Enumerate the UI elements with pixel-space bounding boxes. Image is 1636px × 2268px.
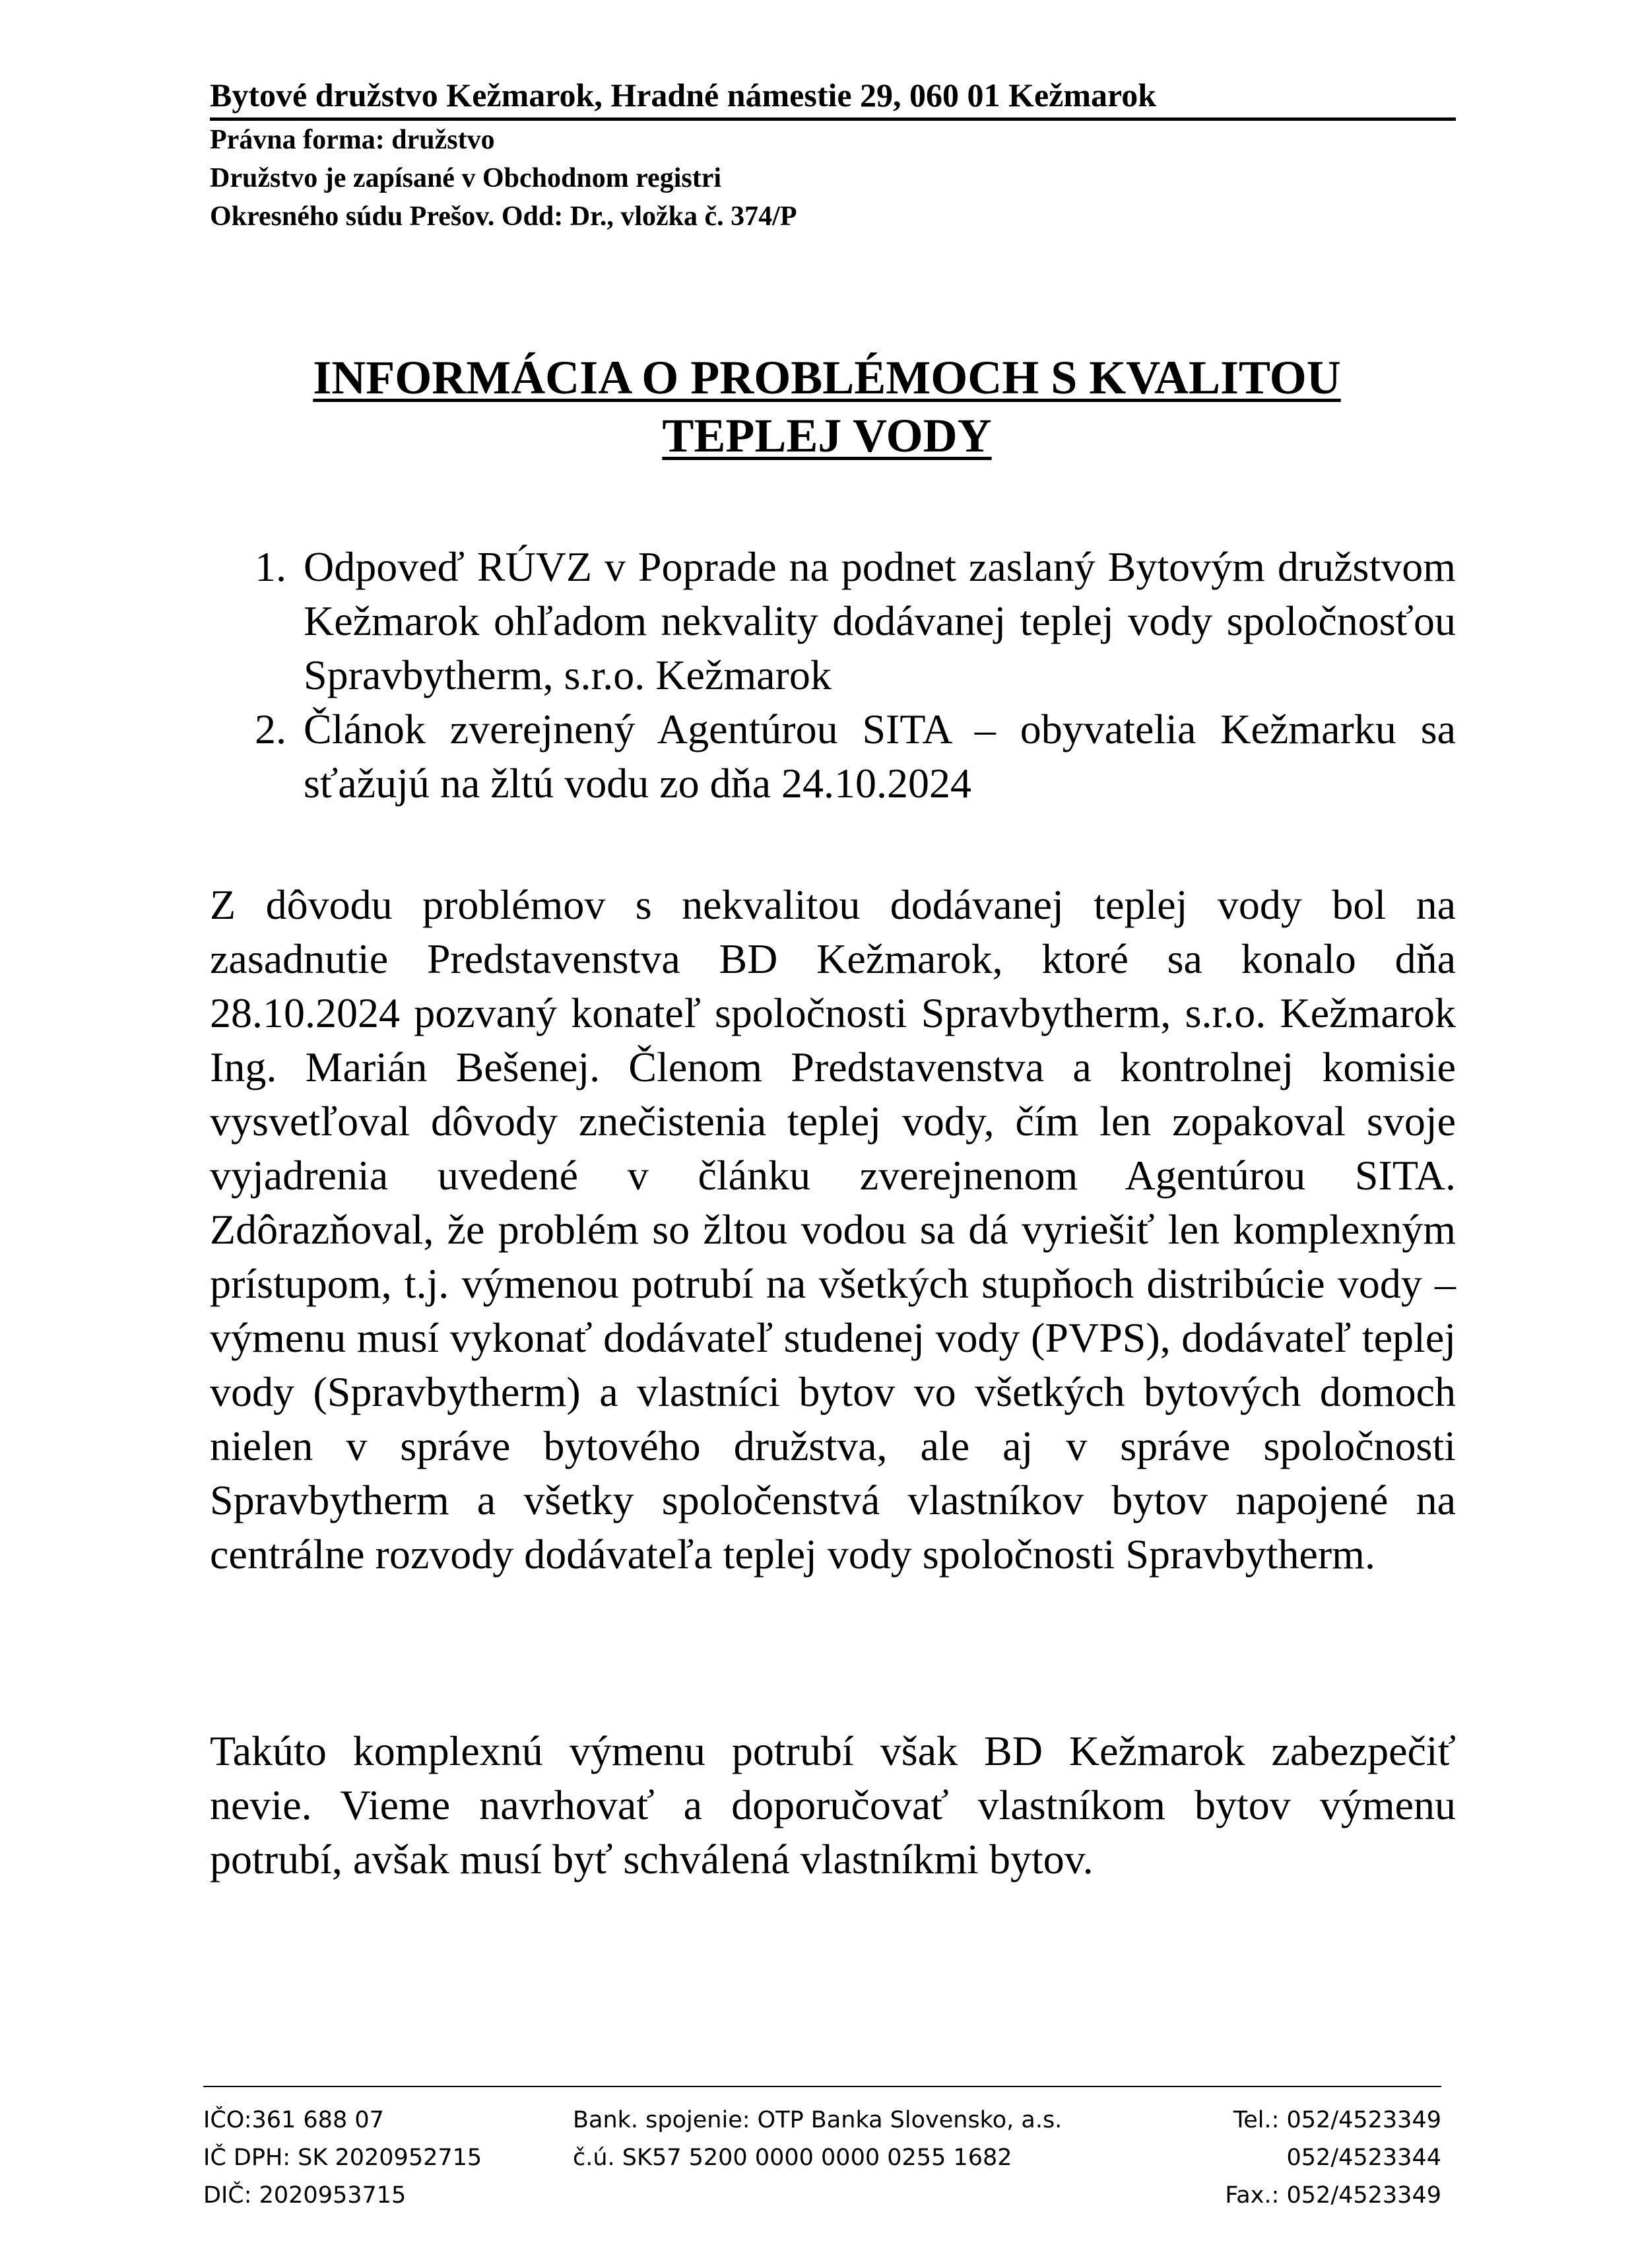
telephone-1: Tel.: 052/4523349 (1233, 2107, 1441, 2133)
body-paragraph-2: Takúto komplexnú výmenu potrubí však BD Kežmarok zabezpečiť nevie. Vieme navrhovať a doporučovať vlastníkom bytov výmenu potrubí, avšak musí byť schválená vlastníkmi bytov. (210, 1727, 1456, 1883)
footer-ids (203, 2102, 573, 2215)
document-title (198, 349, 1456, 465)
title-line-1: INFORMÁCIA O PROBLÉMOCH S KVALITOU (313, 351, 1341, 404)
list-item-text: Článok zverejnený Agentúrou SITA – obyvatelia Kežmarku sa sťažujú na žltú vodu zo dňa 24.10.2024 (304, 706, 1456, 807)
reference-list (210, 540, 1456, 811)
registry-info: Družstvo je zapísané v Obchodnom registri (210, 163, 722, 193)
list-item-number: 1. (255, 543, 286, 590)
fax: Fax.: 052/4523349 (1225, 2182, 1441, 2209)
body-paragraph-1: Z dôvodu problémov s nekvalitou dodávanej teplej vody bol na zasadnutie Predstavenstva BD Kežmarok, ktoré sa konalo dňa 28.10.2024 pozvaný konateľ spoločnosti Spravbytherm, s.r.o. Kežmarok Ing. Marián Bešenej. Členom Predstavenstva a kontrolnej komisie vysvetľoval dôvody znečistenia teplej vody, čím len zopakoval svoje vyjadrenia uvedené v článku zverejnenom Agentúrou SITA. Zdôrazňoval, že problém so žltou vodou sa dá vyriešiť len komplexným prístupom, t.j. výmenou potrubí na všetkých stupňoch distribúcie vody – výmenu musí vykonať dodávateľ studenej vody (PVPS), dodávateľ teplej vody (Spravbytherm) a vlastníci bytov vo všetkých bytových domoch nielen v správe bytového družstva, ale aj v správe spoločnosti Spravbytherm a všetky spoločenstvá vlastníkov bytov napojené na centrálne rozvody dodávateľa teplej vody spoločnosti Spravbytherm. (210, 881, 1456, 1578)
list-item-number: 2. (255, 706, 286, 752)
ic-dph: IČ DPH: SK 2020952715 (203, 2145, 482, 2171)
legal-form: Právna forma: družstvo (210, 125, 495, 155)
organization-name: Bytové družstvo Kežmarok, Hradné námestie 29, 060 01 Kežmarok (210, 77, 1157, 114)
footer-rule (203, 2086, 1441, 2087)
telephone-2: 052/4523344 (1286, 2145, 1441, 2171)
bank-connection: Bank. spojenie: OTP Banka Slovensko, a.s. (573, 2107, 1063, 2133)
footer-bank (573, 2102, 1167, 2215)
footer-contacts (1167, 2102, 1441, 2215)
court-info: Okresného súdu Prešov. Odd: Dr., vložka č. 374/P (210, 201, 797, 232)
letterhead (210, 73, 1456, 236)
list-item (210, 702, 1456, 811)
footer (203, 2086, 1441, 2215)
account-number: č.ú. SK57 5200 0000 0000 0255 1682 (573, 2145, 1012, 2171)
list-item-text: Odpoveď RÚVZ v Poprade na podnet zaslaný Bytovým družstvom Kežmarok ohľadom nekvality dodávanej teplej vody spoločnosťou Spravbytherm, s.r.o. Kežmarok (304, 543, 1456, 698)
ico: IČO:361 688 07 (203, 2107, 384, 2133)
list-item (210, 540, 1456, 702)
title-line-2: TEPLEJ VODY (662, 409, 992, 462)
dic: DIČ: 2020953715 (203, 2182, 407, 2209)
